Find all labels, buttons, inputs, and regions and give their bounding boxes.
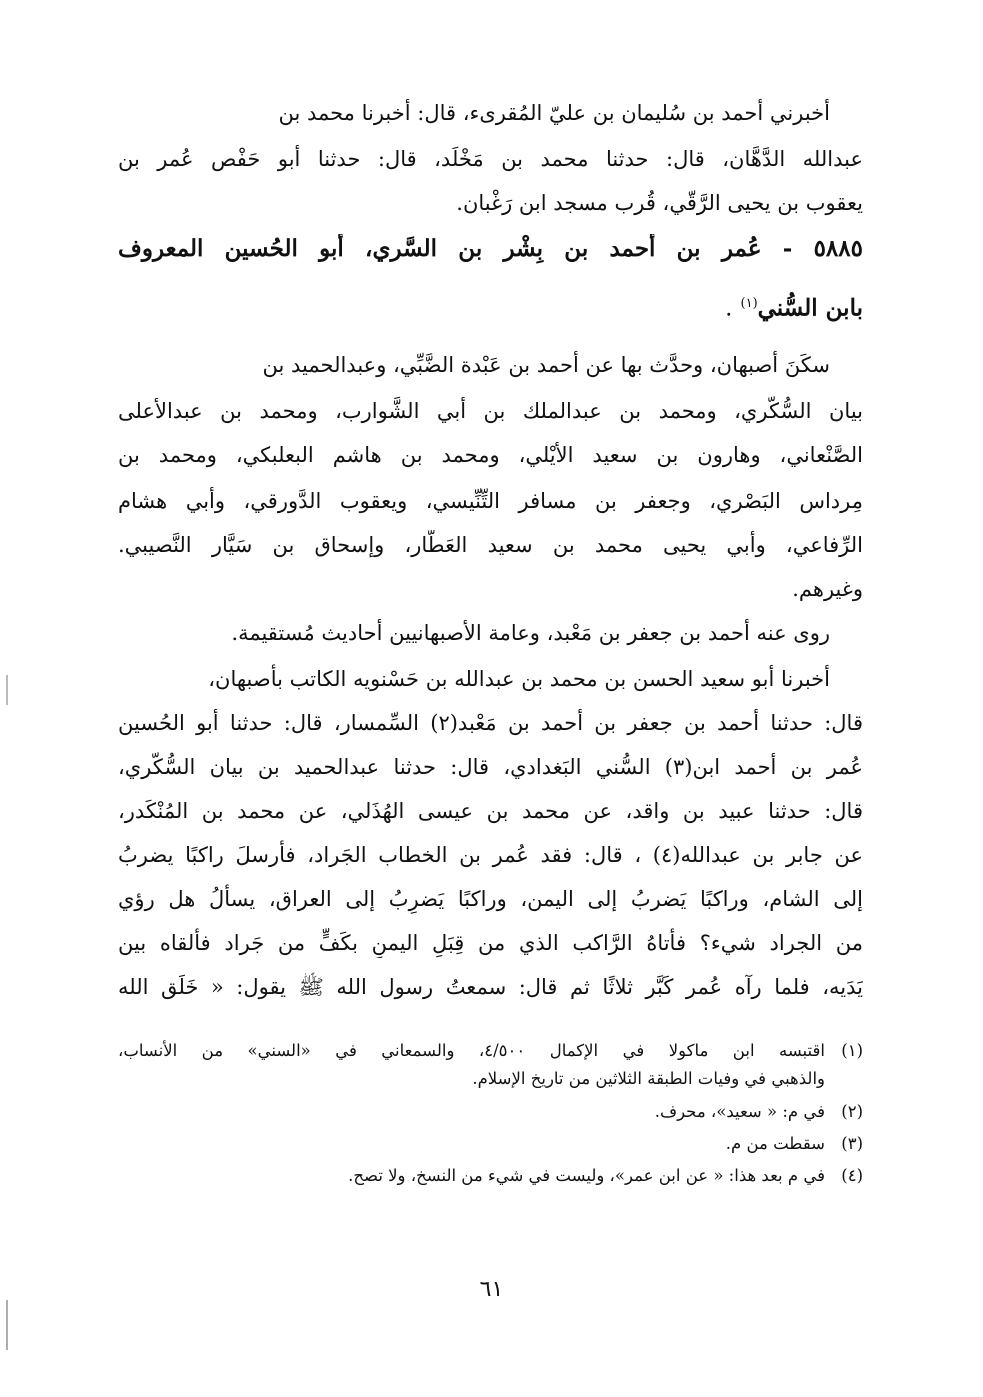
footnote-1-number: (١) [841, 1041, 863, 1060]
scan-margin-mark-2 [6, 1300, 8, 1350]
bio-line-2: بيان السُّكَّري، ومحمد بن عبدالملك بن أبي الشَّوارب، ومحمد بن عبدالأعلى [118, 399, 863, 423]
hadith-line-4: قال: حدثنا عبيد بن واقد، عن محمد بن عيسى الهُذَلي، عن محمد بن المُنْكَدر، [118, 799, 863, 823]
bio-line-4: مِرداس البَصْري، وجعفر بن مسافر التِّنِّيسي، ويعقوب الدَّورقي، وأبي هشام [118, 489, 863, 513]
footnote-1-text-2: والذهبي في وفيات الطبقة الثلاثين من تاريخ الإسلام. [472, 1069, 825, 1088]
hadith-line-5: عن جابر بن عبدالله(٤) ، قال: فقد عُمر بن الخطاب الجَراد، فأرسلَ راكبًا يضربُ [118, 843, 863, 867]
entry-name-suffix: بابن السُّني [757, 294, 863, 322]
entry-heading-end: . [725, 295, 733, 322]
page-number: ٦١ [479, 1277, 504, 1302]
footnote-2 [118, 1099, 863, 1125]
entry-heading-line-1: ٥٨٨٥ - عُمر بن أحمد بن بِشْر بن السَّري، أبو الحُسين المعروف [118, 235, 863, 262]
hadith-line-1: أخبرنا أبو سعيد الحسن بن محمد بن عبدالله بن حَسْنويه الكاتب بأصبهان، [208, 667, 830, 691]
bio-line-1: سكَنَ أصبهان، وحدَّث بها عن أحمد بن عَبْدة الضَّبِّي، وعبدالحميد بن [262, 353, 830, 377]
hadith-line-7: من الجراد شيء؟ فأتاهُ الرَّاكب الذي من قِبَلِ اليمنِ بكَفٍّ من جَراد فألقاه بين [118, 931, 863, 955]
hadith-line-3: عُمر بن أحمد ابن(٣) السُّني البَغدادي، قال: حدثنا عبدالحميد بن بيان السُّكَّري، [118, 755, 863, 779]
bio-line-6: وغيرهم. [792, 577, 863, 601]
footnote-ref-1[interactable]: (١) [740, 296, 758, 311]
footnote-1-text-1: اقتبسه ابن ماكولا في الإكمال ٤/٥٠٠، والسمعاني في «السني» من الأنساب، [118, 1041, 825, 1060]
footnote-1-line-2 [118, 1066, 825, 1092]
body-line-2: عبدالله الدَّهَّان، قال: حدثنا محمد بن مَخْلَد، قال: حدثنا أبو حَفْص عُمر بن [118, 147, 863, 171]
footnote-3-number: (٣) [841, 1134, 863, 1153]
footnote-2-text: في م: « سعيد»، محرف. [654, 1102, 825, 1121]
body-line-1: أخبرني أحمد بن سُليمان بن عليّ المُقرىء، قال: أخبرنا محمد بن [278, 101, 830, 125]
footnote-3-text: سقطت من م. [725, 1134, 825, 1153]
hadith-line-6: إلى الشام، وراكبًا يَضربُ إلى اليمن، وراكبًا يَضرِبُ إلى العراق، يسألُ هل رؤي [118, 887, 863, 911]
hadith-line-8: يَدَيه، فلما رآه عُمر كَبَّر ثلاثًا ثم قال: سمعتُ رسول الله ﷺ يقول: « خَلَق الله [118, 975, 863, 999]
body-line-3: يعقوب بن يحيى الرَّقّي، قُرب مسجد ابن رَغْبان. [456, 191, 863, 215]
bio-line-5: الرِّفاعي، وأبي يحيى محمد بن سعيد العَطَّار، وإسحاق بن سَيَّار النَّصيبي. [118, 533, 863, 557]
footnote-4-number: (٤) [841, 1166, 863, 1185]
hadith-line-2: قال: حدثنا أحمد بن جعفر بن أحمد بن مَعْبد(٢) السِّمسار، قال: حدثنا أبو الحُسين [118, 711, 863, 735]
footnote-2-number: (٢) [841, 1102, 863, 1121]
narrators-line: روى عنه أحمد بن جعفر بن مَعْبد، وعامة الأصبهانيين أحاديث مُستقيمة. [231, 621, 830, 645]
footnote-4-text: في م بعد هذا: « عن ابن عمر»، وليست في شيء من النسخ، ولا تصح. [348, 1166, 825, 1185]
footnote-1-line-1 [118, 1038, 863, 1064]
footnote-4 [118, 1163, 863, 1189]
entry-heading-line-2 [118, 289, 863, 324]
scan-margin-mark-1 [6, 675, 8, 705]
bio-line-3: الصَّنْعاني، وهارون بن سعيد الأيْلي، ومحمد بن هاشم البعلبكي، ومحمد بن [118, 443, 863, 467]
footnote-3 [118, 1131, 863, 1157]
